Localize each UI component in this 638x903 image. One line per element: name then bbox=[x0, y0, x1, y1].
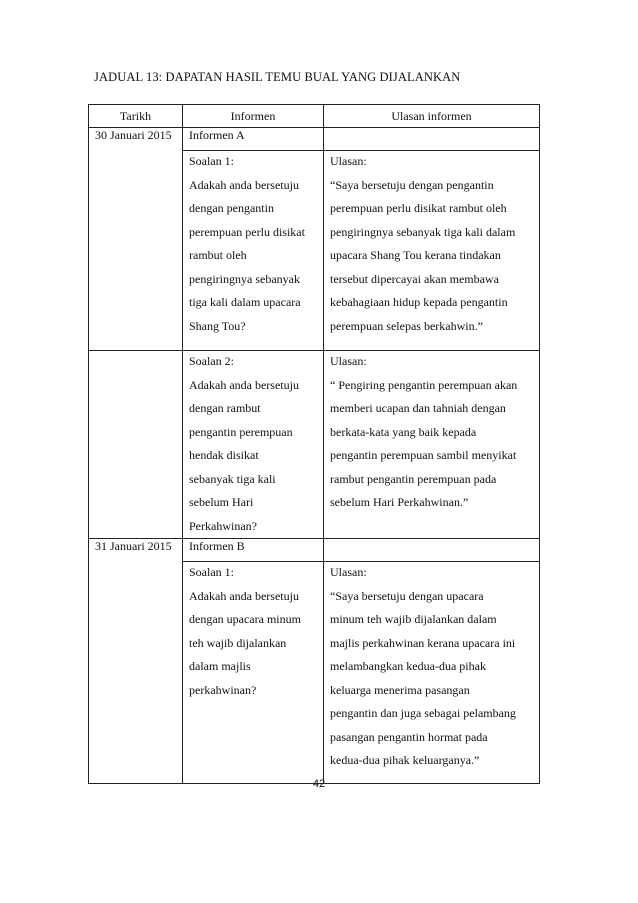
answer-line: pengiringnya sebanyak tiga kali dalam bbox=[330, 224, 516, 239]
answer-line: “Saya bersetuju dengan upacara bbox=[330, 588, 484, 603]
answer-line: perempuan perlu disikat rambut oleh bbox=[330, 201, 507, 215]
question-cell bbox=[183, 151, 324, 351]
question-line: Adakah anda bersetuju bbox=[189, 588, 299, 603]
header-tarikh: Tarikh bbox=[89, 105, 183, 128]
answer-line: “Saya bersetuju dengan pengantin bbox=[330, 177, 494, 192]
question-line: dengan rambut bbox=[189, 401, 261, 415]
answer-line: berkata-kata yang baik kepada bbox=[330, 424, 477, 439]
answer-line: upacara Shang Tou kerana tindakan bbox=[330, 248, 501, 262]
informant-cell: Informen B bbox=[183, 539, 324, 562]
question-line: teh wajib dijalankan bbox=[189, 635, 287, 650]
answer-line: keluarga menerima pasangan bbox=[330, 682, 470, 697]
answer-line: Ulasan: bbox=[330, 354, 367, 368]
empty-cell bbox=[324, 539, 540, 562]
answer-line: tersebut dipercayai akan membawa bbox=[330, 271, 499, 286]
answer-line: pengantin perempuan sambil menyikat bbox=[330, 448, 517, 462]
answer-line: perempuan selepas berkahwin.” bbox=[330, 318, 483, 333]
header-ulasan: Ulasan informen bbox=[324, 105, 540, 128]
question-line: dengan upacara minum bbox=[189, 612, 301, 626]
question-line: pengiringnya sebanyak bbox=[189, 271, 300, 286]
question-line: Perkahwinan? bbox=[189, 518, 257, 533]
answer-cell bbox=[324, 351, 540, 539]
informant-cell: Informen A bbox=[183, 128, 324, 151]
answer-line: melambangkan kedua-dua pihak bbox=[330, 659, 486, 673]
table-row bbox=[89, 128, 540, 151]
table-row bbox=[89, 351, 540, 539]
question-line: Shang Tou? bbox=[189, 318, 246, 333]
answer-line: “ Pengiring pengantin perempuan akan bbox=[330, 377, 518, 392]
answer-cell bbox=[324, 151, 540, 351]
answer-line: majlis perkahwinan kerana upacara ini bbox=[330, 635, 516, 650]
answer-line: sebelum Hari Perkahwinan.” bbox=[330, 495, 469, 509]
question-cell bbox=[183, 562, 324, 784]
question-line: dalam majlis bbox=[189, 659, 251, 673]
answer-line: rambut pengantin perempuan pada bbox=[330, 471, 497, 486]
question-line: Adakah anda bersetuju bbox=[189, 377, 299, 392]
question-line: tiga kali dalam upacara bbox=[189, 295, 301, 309]
empty-cell bbox=[324, 128, 540, 151]
answer-line: kedua-dua pihak keluarganya.” bbox=[330, 753, 480, 767]
answer-line: Ulasan: bbox=[330, 154, 367, 168]
answer-line: Ulasan: bbox=[330, 565, 367, 579]
header-row bbox=[89, 105, 540, 128]
table-title: JADUAL 13: DAPATAN HASIL TEMU BUAL YANG DIJALANKAN bbox=[94, 70, 461, 84]
question-line: Adakah anda bersetuju bbox=[189, 177, 299, 192]
date-cell: 30 Januari 2015 bbox=[89, 128, 183, 351]
header-informen: Informen bbox=[183, 105, 324, 128]
question-line: rambut oleh bbox=[189, 248, 247, 262]
question-line: sebelum Hari bbox=[189, 495, 254, 509]
question-line: perkahwinan? bbox=[189, 682, 257, 697]
question-cell bbox=[183, 351, 324, 539]
question-line: dengan pengantin bbox=[189, 201, 274, 215]
answer-line: memberi ucapan dan tahniah dengan bbox=[330, 401, 506, 415]
table-row bbox=[89, 539, 540, 562]
date-cell: 31 Januari 2015 bbox=[89, 539, 183, 784]
answer-line: pengantin dan juga sebagai pelambang bbox=[330, 706, 516, 720]
empty-date-cell bbox=[89, 351, 183, 539]
question-line: perempuan perlu disikat bbox=[189, 224, 305, 239]
question-line: hendak disikat bbox=[189, 448, 259, 462]
question-line: Soalan 2: bbox=[189, 354, 234, 368]
question-line: Soalan 1: bbox=[189, 154, 234, 168]
question-line: sebanyak tiga kali bbox=[189, 471, 276, 486]
page-number: 42 bbox=[312, 778, 326, 790]
question-line: Soalan 1: bbox=[189, 565, 234, 579]
answer-cell bbox=[324, 562, 540, 784]
question-line: pengantin perempuan bbox=[189, 424, 293, 439]
answer-line: minum teh wajib dijalankan dalam bbox=[330, 612, 497, 626]
interview-table bbox=[88, 104, 540, 784]
answer-line: pasangan pengantin hormat pada bbox=[330, 729, 488, 744]
answer-line: kebahagiaan hidup kepada pengantin bbox=[330, 295, 508, 309]
